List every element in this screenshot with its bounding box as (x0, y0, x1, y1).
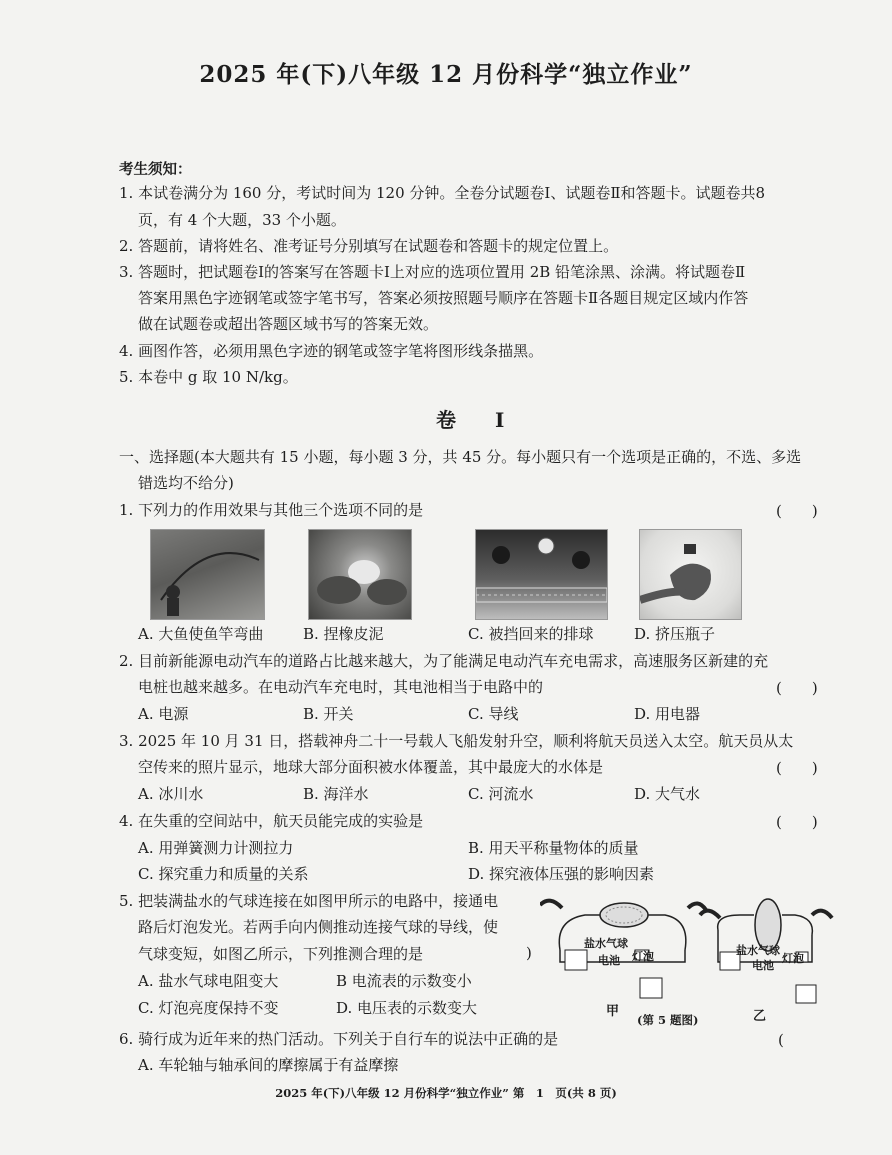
answer-bracket: ( ) (776, 679, 818, 697)
answer-bracket: ( ) (776, 502, 818, 520)
hand-icon (309, 530, 411, 619)
hand-icon (688, 903, 706, 910)
notice-line: 2. 答题前，请将姓名、准考证号分别填写在试题卷和答题卡的规定位置上。 (119, 237, 619, 255)
q3-option: C. 河流水 (468, 785, 534, 803)
q3-option: D. 大气水 (634, 785, 701, 803)
battery-label: 电池 (752, 959, 774, 972)
notice-line: 答案用黑色字迹钢笔或签字笔书写，答案必须按照题号顺序在答题卡Ⅱ各题目规定区域内作答 (138, 289, 749, 307)
q3-option: A. 冰川水 (138, 785, 204, 803)
q5-option: C. 灯泡亮度保持不变 (138, 999, 279, 1017)
q2-stem: 2. 目前新能源电动汽车的道路占比越来越大，为了能满足电动汽车充电需求，高速服务区新建的充 (119, 652, 769, 670)
q5-option: D. 电压表的示数变大 (336, 999, 478, 1017)
clay-photo (308, 529, 412, 620)
q5-stem: 5. 把装满盐水的气球连接在如图甲所示的电路中，接通电 (119, 892, 499, 910)
notice-line: 4. 画图作答，必须用黑色字迹的钢笔或签字笔将图形线条描黑。 (119, 342, 544, 360)
balloon-label: 盐水气球 (736, 944, 780, 957)
hand-icon (812, 911, 832, 918)
q5-option: A. 盐水气球电阻变大 (138, 972, 279, 990)
meter-icon (640, 978, 662, 998)
q3-option: B. 海洋水 (303, 785, 369, 803)
q1-option: D. 挤压瓶子 (634, 625, 716, 643)
q1-option: A. 大鱼使鱼竿弯曲 (138, 625, 264, 643)
page-title: 2025 年(下)八年级 12 月份科学“独立作业” (199, 61, 693, 88)
q3-stem: 3. 2025 年 10 月 31 日，搭载神舟二十一号载人飞船发射升空，顺利将航天员送入太空。航天员从太 (119, 732, 794, 750)
bulb-label: 灯泡 (782, 952, 804, 965)
q5-option: B 电流表的示数变小 (336, 972, 472, 990)
figure-label-jia: 甲 (606, 1004, 620, 1019)
volleyball-photo (475, 529, 608, 620)
q4-option: D. 探究液体压强的影响因素 (468, 865, 655, 883)
meter-icon (565, 950, 587, 970)
bulb-label: 灯泡 (632, 950, 654, 963)
figure-label-yi: 乙 (753, 1009, 767, 1024)
battery-label: 电池 (598, 954, 620, 967)
notice-line: 1. 本试卷满分为 160 分，考试时间为 120 分钟。全卷分试题卷Ⅰ、试题卷Ⅱ和答题卡。试题卷共8 (119, 184, 766, 202)
q1-option: B. 捏橡皮泥 (303, 625, 384, 643)
q1-option: C. 被挡回来的排球 (468, 625, 594, 643)
bottle-photo (639, 529, 742, 620)
notice-line: 页，有 4 个大题，33 个小题。 (138, 211, 346, 229)
notice-line: 3. 答题时，把试题卷Ⅰ的答案写在答题卡Ⅰ上对应的选项位置用 2B 铅笔涂黑、涂满。将试题卷Ⅱ (119, 263, 746, 281)
q1-stem: 1. 下列力的作用效果与其他三个选项不同的是 (119, 501, 424, 519)
notice-line: 做在试题卷或超出答题区域书写的答案无效。 (138, 315, 439, 333)
hand-icon (700, 911, 720, 918)
q5-stem: 气球变短，如图乙所示，下列推测合理的是 (138, 945, 424, 963)
q6-option: A. 车轮轴与轴承间的摩擦属于有益摩擦 (138, 1056, 399, 1074)
q2-option: A. 电源 (138, 705, 189, 723)
notice-heading: 考生须知： (119, 161, 192, 178)
q4-option: B. 用天平称量物体的质量 (468, 839, 639, 857)
figure-caption: (第 5 题图) (637, 1013, 699, 1027)
section-title: 卷 Ⅰ (436, 408, 521, 432)
balloon-label: 盐水气球 (584, 937, 628, 950)
notice-line: 5. 本卷中 g 取 10 N/kg。 (119, 368, 298, 386)
fishing-icon (151, 530, 264, 619)
answer-bracket: ) (526, 944, 532, 962)
hand-icon (540, 901, 562, 908)
bottle-icon (640, 530, 741, 619)
page-footer: 2025 年(下)八年级 12 月份科学“独立作业” 第 1 页(共 8 页) (275, 1086, 617, 1100)
q4-option: A. 用弹簧测力计测拉力 (138, 839, 294, 857)
q4-option: C. 探究重力和质量的关系 (138, 865, 309, 883)
q2-option: C. 导线 (468, 705, 519, 723)
q5-stem: 路后灯泡发光。若两手向内侧推动连接气球的导线，使 (138, 918, 499, 936)
q2-stem: 电桩也越来越多。在电动汽车充电时，其电池相当于电路中的 (138, 678, 544, 696)
volleyball-icon (476, 530, 607, 619)
q4-stem: 4. 在失重的空间站中，航天员能完成的实验是 (119, 812, 424, 830)
fish-rod-photo (150, 529, 265, 620)
answer-bracket: ( ) (776, 813, 818, 831)
part1-instructions: 错选均不给分) (138, 474, 234, 492)
q3-stem: 空传来的照片显示，地球大部分面积被水体覆盖，其中最庞大的水体是 (138, 758, 604, 776)
q6-stem: 6. 骑行成为近年来的热门活动。下列关于自行车的说法中正确的是 (119, 1030, 559, 1048)
answer-bracket: ( (778, 1031, 784, 1049)
answer-bracket: ( ) (776, 759, 818, 777)
meter-icon (796, 985, 816, 1003)
q2-option: B. 开关 (303, 705, 354, 723)
q2-option: D. 用电器 (634, 705, 701, 723)
part1-instructions: 一、选择题(本大题共有 15 小题，每小题 3 分，共 45 分。每小题只有一个选项是正确的，不选、多选 (119, 448, 802, 466)
